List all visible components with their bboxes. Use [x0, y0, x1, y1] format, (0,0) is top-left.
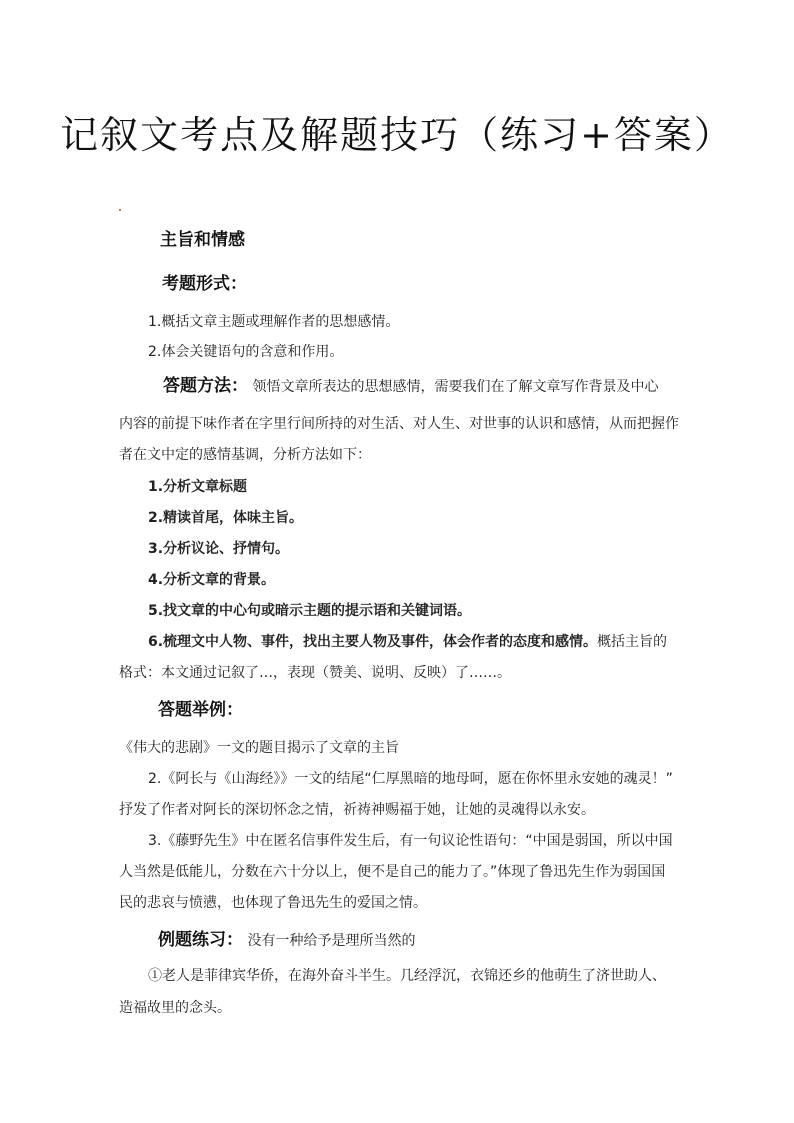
method-first-line — [163, 376, 658, 397]
format-tail: 概括主旨的 — [597, 634, 668, 650]
example-line: 民的悲哀与愤懑，也体现了鲁迅先生的爱国之情。 — [119, 895, 427, 911]
example-line: 2.《阿长与《山海经》》一文的结尾“仁厚黑暗的地母呵，愿在你怀里永安她的魂灵！” — [148, 771, 673, 787]
method-step: 6.梳理文中人物、事件，找出主要人物及事件，体会作者的态度和感情。 — [148, 634, 598, 650]
practice-heading-line — [158, 930, 415, 951]
method-step: 2.精读首尾，体味主旨。 — [148, 510, 304, 526]
section-heading: 主旨和情感 — [160, 230, 245, 250]
method-step-6-line — [148, 632, 667, 652]
practice-line: 造福故里的念头。 — [119, 1000, 231, 1016]
method-line: 者在文中定的感情基调，分析方法如下： — [119, 447, 371, 463]
example-line: 抒发了作者对阿长的深切怀念之情，祈祷神赐福于她，让她的灵魂得以永安。 — [119, 802, 595, 818]
practice-label: 例题练习： — [158, 930, 243, 950]
practice-line: ①老人是菲律宾华侨，在海外奋斗半生。几经浮沉，衣锦还乡的他萌生了济世助人、 — [148, 968, 666, 984]
exam-form-item: 2.体会关键语句的含意和作用。 — [148, 344, 344, 360]
example-line: 3.《藤野先生》中在匿名信事件发生后，有一句议论性语句：“中国是弱国，所以中国 — [148, 833, 673, 849]
method-step: 5.找文章的中心句或暗示主题的提示语和关键词语。 — [148, 603, 472, 619]
method-step: 4.分析文章的背景。 — [148, 572, 276, 588]
page-title: 记叙文考点及解题技巧（练习+答案） — [60, 113, 734, 157]
format-line: 格式：本文通过记叙了…，表现（赞美、说明、反映）了……。 — [119, 665, 511, 681]
exam-form-item: 1.概括文章主题或理解作者的思想感情。 — [148, 314, 400, 330]
example-line: 《伟大的悲剧》一文的题目揭示了文章的主旨 — [119, 740, 399, 756]
marker-dot — [119, 209, 121, 211]
method-text: 领悟文章所表达的思想感情，需要我们在了解文章写作背景及中心 — [252, 379, 659, 395]
exam-form-label: 考题形式： — [162, 274, 247, 294]
method-step: 3.分析议论、抒情句。 — [148, 541, 290, 557]
method-label: 答题方法： — [163, 376, 248, 396]
method-step: 1.分析文章标题 — [148, 479, 248, 495]
examples-label: 答题举例： — [158, 700, 243, 720]
practice-subtitle: 没有一种给予是理所当然的 — [247, 933, 416, 949]
example-line: 人当然是低能儿，分数在六十分以上，便不是自己的能力了。”体现了鲁迅先生作为弱国国 — [119, 864, 666, 880]
method-line: 内容的前提下味作者在字里行间所持的对生活、对人生、对世事的认识和感情，从而把握作 — [119, 416, 679, 432]
